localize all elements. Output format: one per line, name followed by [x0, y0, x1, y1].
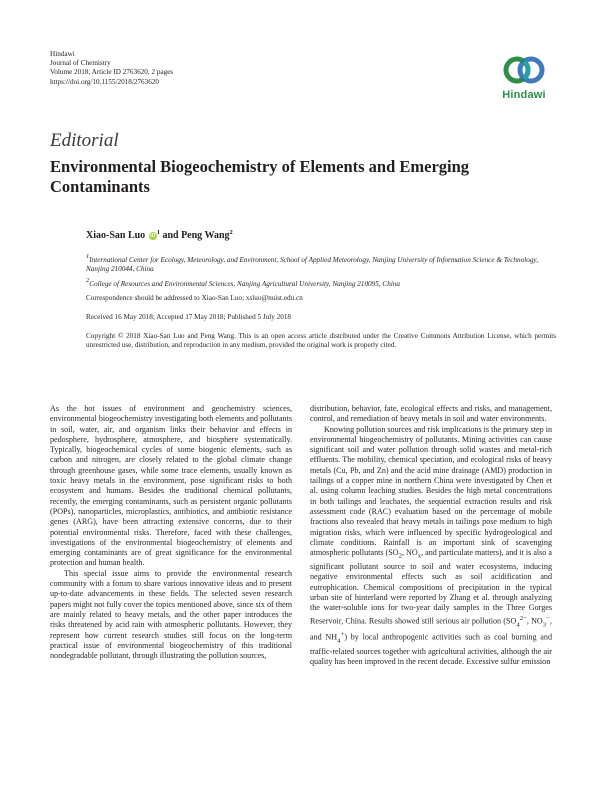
publisher-name: Hindawi	[50, 50, 75, 58]
body-paragraph: distribution, behavior, fate, ecological effects and risks, and management, control, and remediation of heavy metals in soil and water environments.	[310, 404, 552, 424]
affiliation	[86, 276, 556, 289]
author-name: Xiao-San Luo	[86, 230, 146, 241]
subscript: 2	[398, 552, 402, 560]
hindawi-logo	[492, 48, 556, 101]
text-run: Knowing pollution sources and risk implications is the primary step in environmental biogeochemistry of pollutants. Mining activities can cause significant soil and water pollution through solid wastes and metal-rich effluents. The mobility, chemical speciation, and ecological risks of heavy metals (Cu, Pb, and Zn) and the acid mine drainage (AMD) production in tailings of a copper mine in northern China were investigated by Chen et al. using column leaching studies. Besides the high metal concentrations in both tailings and leachates, the sequential extraction results and risk assessment code (RAC) evaluation based on the percentage of mobile fractions also revealed that heavy metals in tailings pose medium to high migration risks, which were influenced by specific hydrogeological and climate conditions. Rainfall is an important sink of scavenging atmospheric pollutants (SO	[310, 424, 552, 558]
author-conjunction: and	[162, 230, 179, 241]
superscript: 2−	[519, 614, 527, 622]
text-run: , and particulate matters), and it is also a significant pollutant source to soil and water ecosystems, inducing negative environmental effects such as soil acidification and eutrophication. Chemical compositions of precipitation in the typical urban site of hinterland were reported by Zhang et al. through analyzing the water-soluble ions for two-year daily samples in the Three Gorges Reservoir, China. Results showed still serious air pollution (SO	[310, 548, 552, 626]
author-affiliation-marker: 1	[156, 229, 160, 236]
copyright-notice: Copyright © 2018 Xiao-San Luo and Peng Wang. This is an open access article distributed under the Creative Commons Attribution License, which permits unrestricted use, distribution, and reproduction in any medium, provided the original work is properly cited.	[86, 332, 556, 350]
affiliation-marker: 1	[86, 253, 90, 260]
orcid-icon[interactable]: iD	[149, 233, 156, 239]
subscript: 4	[516, 620, 520, 628]
body-paragraph: As the hot issues of environment and geochemistry sciences, environmental biogeochemistry investigating both elements and pollutants in soil, water, air, and organism links their behavior and effects in pedosphere, hydrosphere, atmosphere, and biosphere systematically. Typically, biogeochemical cycles of some biogenic elements, such as carbon and nitrogen, are closely related to the global climate change through greenhouse gases, while some trace elements, usually known as toxic heavy metals in the environment, pose significant risks to both ecosystem and humans. Besides the traditional chemical pollutants, recently, the emerging contaminants, such as persistent organic pollutants (POPs), nanoparticles, microplastics, antibiotics, and antibiotic resistance genes (ARG), have been attracting extensive concerns, due to their potential environmental risks. Therefore, faced with these challenges, investigations of the environmental biogeochemistry of elements and emerging contaminants are of great significance for the environmental protection and human health.	[50, 404, 292, 568]
affiliation-marker: 2	[86, 277, 90, 284]
body-column-right	[310, 404, 552, 667]
volume-line: Volume 2018, Article ID 2763620, 2 pages	[50, 68, 174, 77]
author-affiliation-marker: 2	[229, 229, 233, 236]
journal-name: Journal of Chemistry	[50, 59, 111, 68]
text-run: , NO	[401, 548, 418, 558]
body-paragraph	[310, 425, 552, 668]
article-dates: Received 16 May 2018; Accepted 17 May 2018; Published 5 July 2018	[86, 313, 292, 321]
article-title: Environmental Biogeochemistry of Elements and Emerging Contaminants	[50, 157, 470, 196]
affiliation-text: College of Resources and Environmental Sciences, Nanjing Agricultural University, Nanjing 210095, China	[89, 280, 401, 288]
correspondence-note: Correspondence should be addressed to Xiao-San Luo; xsluo@nuist.edu.cn	[86, 294, 303, 302]
author-name: Peng Wang	[181, 230, 230, 241]
hindawi-logo-icon	[502, 48, 546, 88]
text-run: , NO	[526, 616, 543, 626]
journal-meta	[50, 50, 173, 87]
text-run: ) by local anthropogenic activities such as coal burning and traffic-related sources together with agricultural activities, although the air quality has been improved in the recent decade. Excessive sulfur emission	[310, 632, 552, 667]
subscript: 3	[542, 620, 547, 628]
subscript: 4	[337, 637, 341, 645]
text-run: , and NH	[310, 616, 552, 642]
author-line	[86, 229, 233, 241]
superscript: +	[340, 631, 345, 639]
body-paragraph: This special issue aims to provide the environmental research community with a forum to share various innovative ideas and to present up-to-date advancements in these fields. The selected seven research papers might not fully cover the topics mentioned above, since six of them are mainly related to heavy metals, and the other paper introduces the risks threatened by acid rain with atmospheric pollutants. However, they represent how current research studies still focus on the long-term practical issue of environmental biogeochemistry of this traditional nondegradable pollutant, through illustrating the pollution sources,	[50, 568, 292, 661]
body-column-left	[50, 404, 292, 661]
affiliation	[86, 252, 556, 274]
logo-wordmark: Hindawi	[502, 89, 546, 101]
superscript: −	[546, 614, 550, 622]
subscript: x	[417, 552, 422, 560]
affiliation-text: International Center for Ecology, Meteorology, and Environment, School of Applied Meteorology, Nanjing University of Information Science & Technology, Nanjing 210044, China	[86, 256, 538, 274]
doi-link[interactable]: https://doi.org/10.1155/2018/2763620	[50, 77, 160, 86]
section-label: Editorial	[50, 130, 119, 151]
